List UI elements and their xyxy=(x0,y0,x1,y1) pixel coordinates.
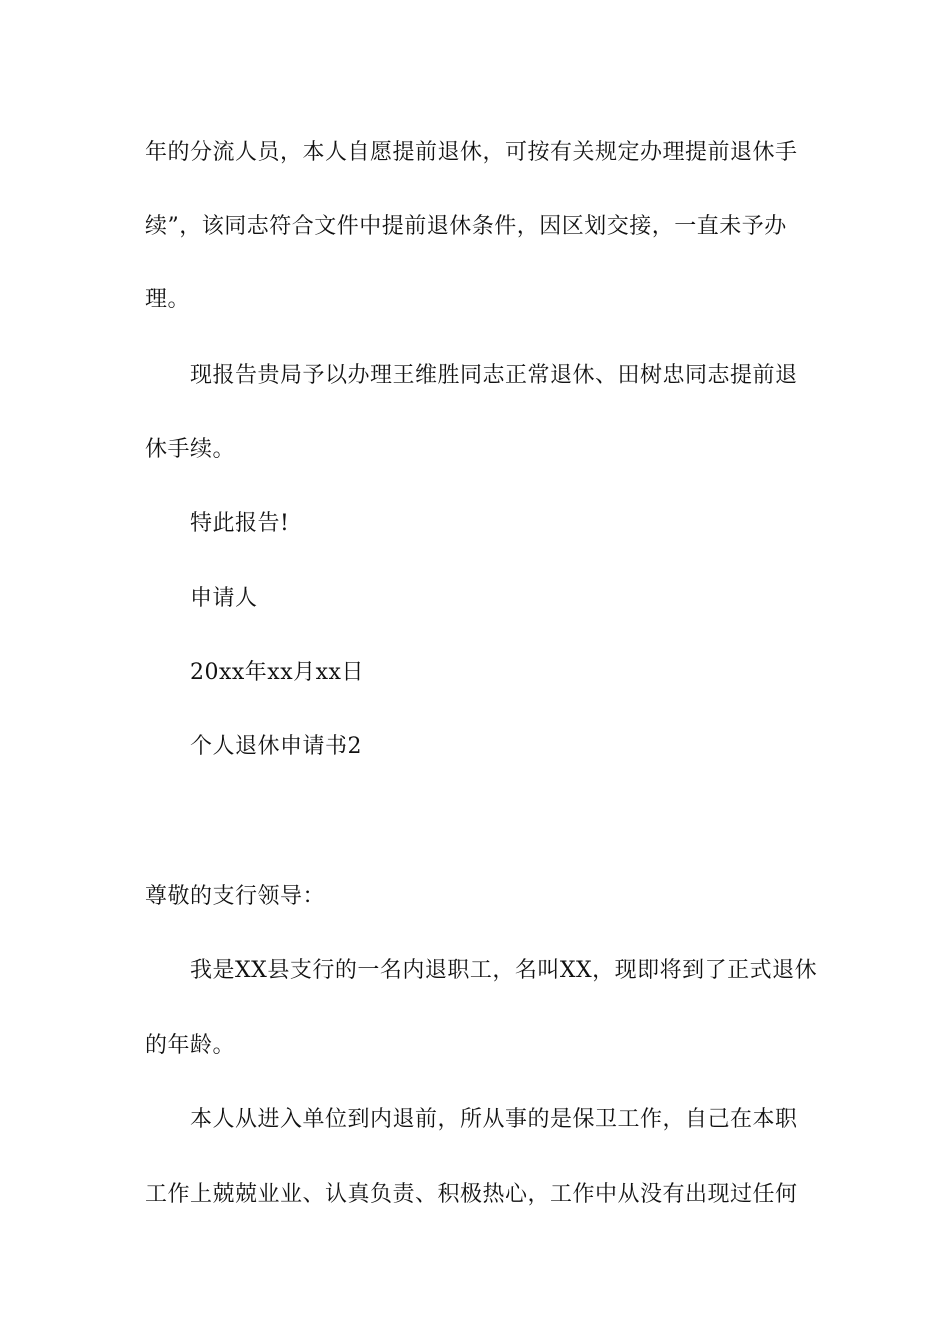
section-title: 个人退休申请书2 xyxy=(190,734,362,759)
applicant-label: 申请人 xyxy=(190,586,258,611)
paragraph-line: 工作上兢兢业业、认真负责、积极热心，工作中从没有出现过任何 xyxy=(145,1182,798,1207)
paragraph-line: 的年龄。 xyxy=(145,1033,236,1058)
paragraph-line: 续”，该同志符合文件中提前退休条件，因区划交接，一直未予办 xyxy=(145,214,787,239)
salutation: 尊敬的支行领导： xyxy=(145,884,326,909)
paragraph-line: 年的分流人员，本人自愿提前退休，可按有关规定办理提前退休手 xyxy=(145,140,798,165)
paragraph-line: 休手续。 xyxy=(145,437,236,462)
paragraph-line: 本人从进入单位到内退前，所从事的是保卫工作，自己在本职 xyxy=(190,1107,798,1132)
paragraph-line: 我是XX县支行的一名内退职工，名叫XX，现即将到了正式退休 xyxy=(190,958,818,983)
paragraph-line: 现报告贵局予以办理王维胜同志正常退休、田树忠同志提前退 xyxy=(190,363,798,388)
date-line: 20xx年xx月xx日 xyxy=(190,660,364,685)
closing-phrase: 特此报告! xyxy=(190,511,290,536)
paragraph-line: 理。 xyxy=(145,287,191,312)
